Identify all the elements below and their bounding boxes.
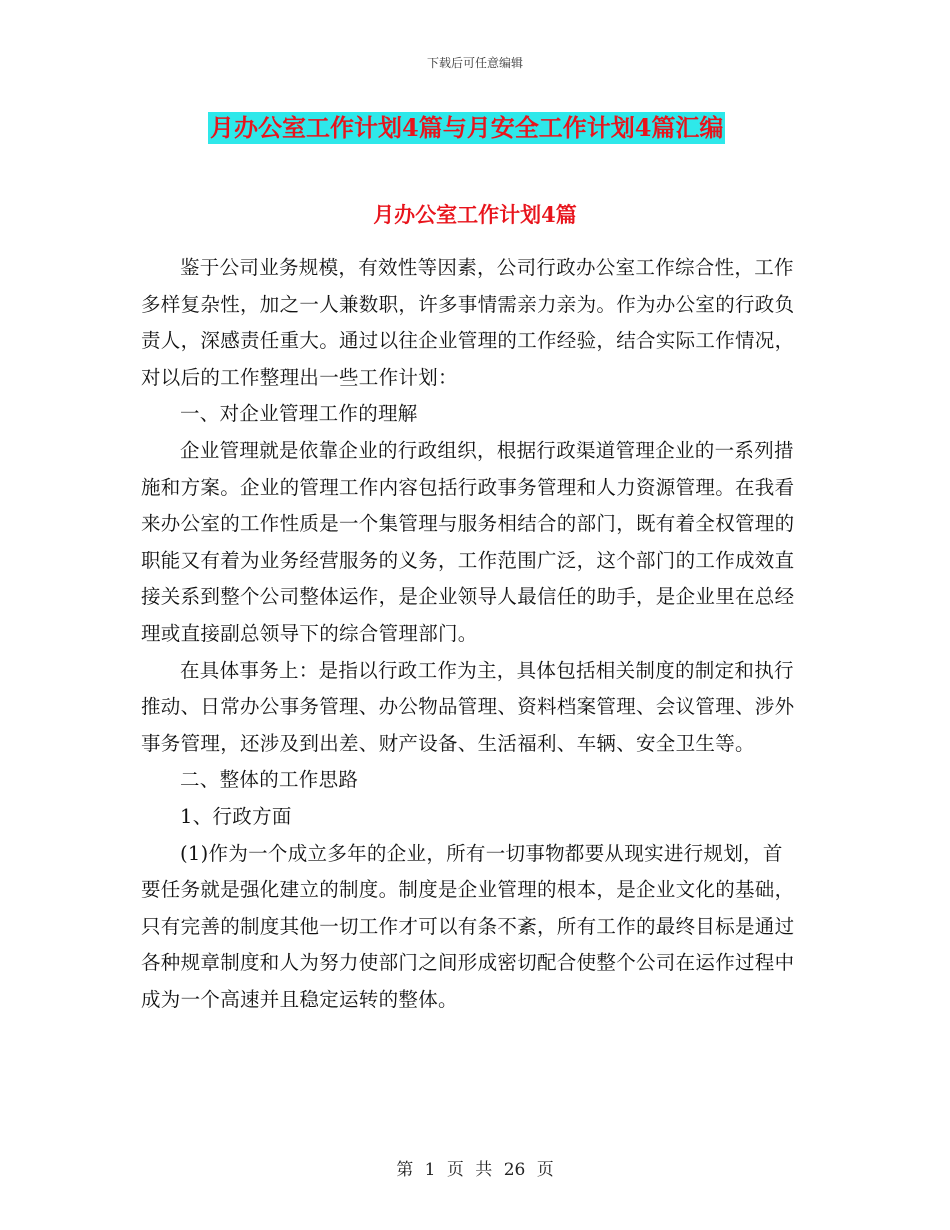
paragraph: (1)作为一个成立多年的企业，所有一切事物都要从现实进行规划，首要任务就是强化建立的制度。制度是企业管理的根本，是企业文化的基础，只有完善的制度其他一切工作才可以有条不紊，所有工作的最终目标是通过各种规章制度和人为努力使部门之间形成密切配合使整个公司在运作过程中成为一个高速并且稳定运转的整体。 — [141, 841, 795, 1011]
header-note: 下载后可任意编辑 — [426, 56, 523, 70]
heading-paragraph: 一、对企业管理工作的理解 — [180, 402, 418, 426]
heading-paragraph: 1、行政方面 — [180, 804, 292, 828]
document-body — [141, 220, 801, 1018]
section-title: 月办公室工作计划4篇 — [373, 202, 577, 227]
heading-paragraph: 二、整体的工作思路 — [180, 768, 359, 792]
paragraph: 鉴于公司业务规模，有效性等因素，公司行政办公室工作综合性，工作多样复杂性，加之一人兼数职，许多事情需亲力亲为。作为办公室的行政负责人，深感责任重大。通过以往企业管理的工作经验，结合实际工作情况，对以后的工作整理出一些工作计划： — [141, 256, 795, 389]
paragraph: 企业管理就是依靠企业的行政组织，根据行政渠道管理企业的一系列措施和方案。企业的管理工作内容包括行政事务管理和人力资源管理。在我看来办公室的工作性质是一个集管理与服务相结合的部门，既有着全权管理的职能又有着为业务经营服务的义务，工作范围广泛，这个部门的工作成效直接关系到整个公司整体运作，是企业领导人最信任的助手，是企业里在总经理或直接副总领导下的综合管理部门。 — [141, 438, 795, 645]
page-footer: 第 1 页 共 26 页 — [396, 1160, 554, 1180]
document-title: 月办公室工作计划4篇与月安全工作计划4篇汇编 — [210, 113, 724, 142]
paragraph: 在具体事务上：是指以行政工作为主，具体包括相关制度的制定和执行推动、日常办公事务管理、办公物品管理、资料档案管理、会议管理、涉外事务管理，还涉及到出差、财产设备、生活福利、车辆、安全卫生等。 — [141, 658, 795, 755]
